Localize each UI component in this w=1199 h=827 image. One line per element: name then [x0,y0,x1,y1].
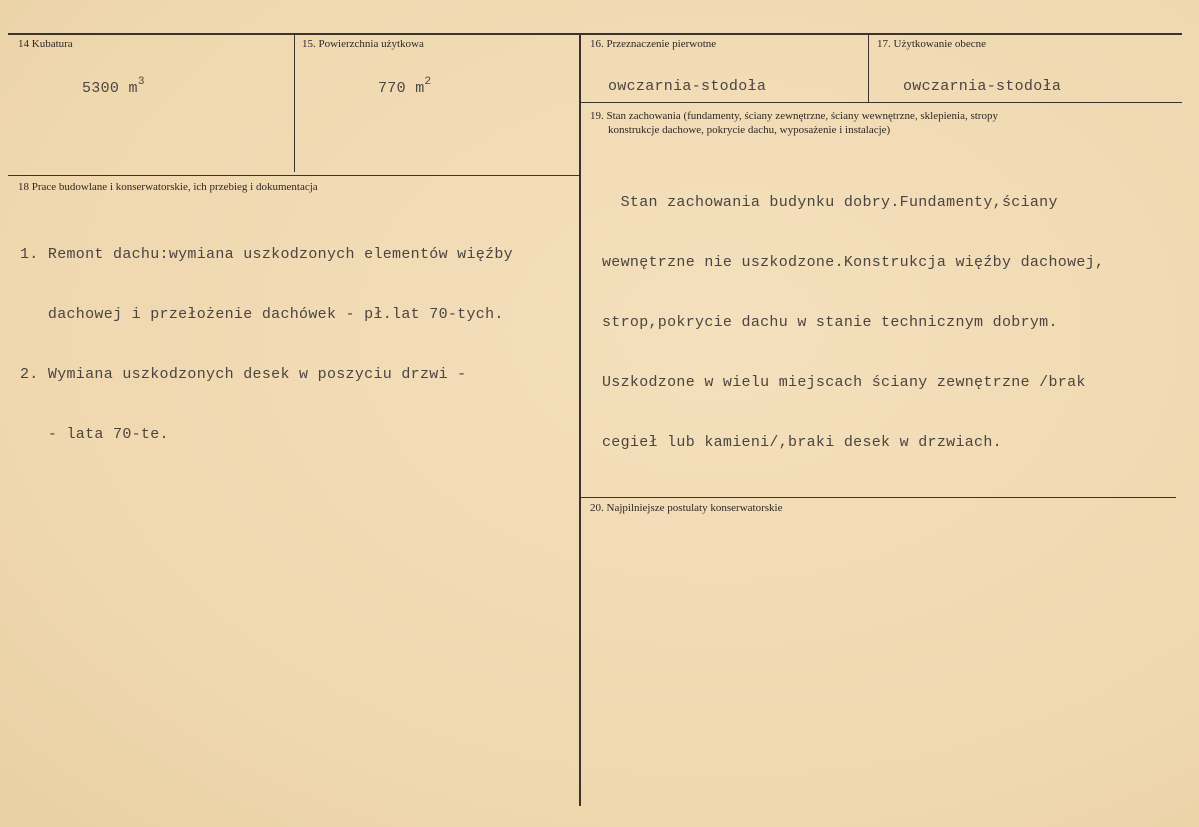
field-16-label: 16. Przeznaczenie pierwotne [590,38,717,50]
field-14-number: 5300 m [82,80,138,97]
field-16-value: owczarnia-stodoła [608,78,767,95]
field-18-line: 2. Wymiana uszkodzonych desek w poszyciu drzwi - [20,366,467,383]
field-19-line: cegieł lub kamieni/,braki desek w drzwiach. [602,434,1002,451]
field-18-line: 1. Remont dachu:wymiana uszkodzonych elementów więźby [20,246,513,263]
field-20-label: 20. Najpilniejsze postulaty konserwatorskie [590,502,783,514]
row-divider-19 [580,102,1182,103]
field-14-value [82,78,145,97]
field-18-line: dachowej i przełożenie dachówek - pł.lat 70-tych. [20,306,504,323]
field-19-line: Stan zachowania budynku dobry.Fundamenty,ściany [602,194,1058,211]
field-19-label-line2: konstrukcje dachowe, pokrycie dachu, wyposażenie i instalacje) [608,124,891,136]
field-17-label: 17. Użytkowanie obecne [877,38,987,50]
field-19-line: Uszkodzone w wielu miejscach ściany zewnętrzne /brak [602,374,1086,391]
divider-left-right [579,34,581,806]
field-14-unit-superscript: 3 [137,76,145,88]
field-17-value: owczarnia-stodoła [903,78,1062,95]
divider-14-15 [294,34,295,172]
field-18-text [20,208,513,482]
field-14-label: 14 Kubatura [18,38,73,50]
field-18-label: 18 Prace budowlane i konserwatorskie, ich przebieg i dokumentacja [18,181,318,193]
field-19-text [602,156,1104,490]
field-15-label: 15. Powierzchnia użytkowa [302,38,424,50]
field-19-line: wewnętrzne nie uszkodzone.Konstrukcja więźby dachowej, [602,254,1105,271]
field-15-unit-superscript: 2 [424,76,432,88]
field-19-line: strop,pokrycie dachu w stanie technicznym dobrym. [602,314,1058,331]
divider-16-17 [868,34,869,102]
field-18-line: - lata 70-te. [20,426,169,443]
top-border-line [8,33,1182,35]
field-15-number: 770 m [378,80,425,97]
row-divider-18 [8,175,580,176]
row-divider-20 [580,497,1176,498]
field-15-value [378,78,431,97]
field-19-label-line1: 19. Stan zachowania (fundamenty, ściany zewnętrzne, ściany wewnętrzne, sklepienia, stropy [590,110,998,122]
